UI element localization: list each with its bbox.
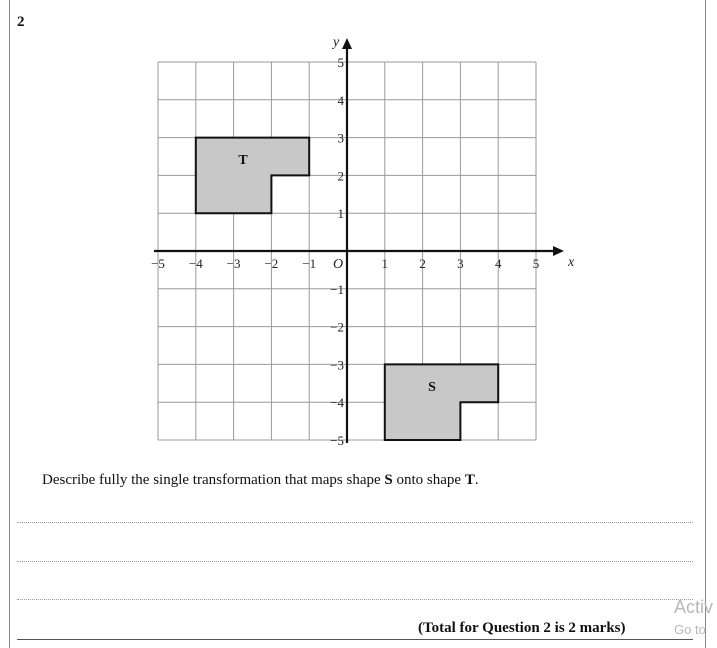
x-tick-label: 1 [381, 256, 389, 271]
x-axis-arrow [553, 246, 564, 256]
origin-label: O [333, 257, 344, 272]
y-tick-label: 3 [337, 130, 344, 146]
x-tick-label: −5 [151, 256, 165, 271]
answer-line-3[interactable] [17, 599, 693, 600]
answer-line-1[interactable] [17, 522, 693, 523]
x-tick-label: −3 [226, 256, 241, 271]
question-text [42, 472, 479, 489]
answer-line-2[interactable] [17, 561, 693, 562]
y-tick-label: 2 [337, 168, 344, 184]
x-tick-label: 3 [457, 256, 464, 271]
y-tick-label: −4 [330, 395, 344, 411]
x-tick-label: 2 [419, 256, 426, 271]
bottom-rule [17, 639, 693, 640]
y-tick-label: 4 [337, 92, 344, 108]
y-tick-label: −2 [330, 319, 344, 335]
tick-labels [151, 35, 575, 448]
x-tick-label: −2 [264, 256, 279, 271]
shape-s [385, 364, 498, 440]
y-axis-arrow [342, 38, 352, 49]
shape-s-ref: S [384, 472, 393, 488]
y-axis-label: y [333, 35, 340, 50]
question-middle: onto shape [392, 472, 465, 488]
y-tick-label: 5 [337, 55, 344, 70]
shape-t-ref: T [464, 472, 475, 488]
y-tick-label: −3 [330, 357, 344, 373]
question-prefix: Describe fully the single transformation that maps shape [42, 472, 385, 488]
activation-watermark-line1: Activ [674, 597, 714, 617]
y-tick-label: 1 [337, 206, 344, 222]
y-tick-label: −1 [330, 281, 344, 297]
question-number: 2 [17, 14, 25, 30]
y-tick-label: −5 [330, 433, 344, 448]
question-suffix: . [474, 472, 479, 488]
x-tick-label: −1 [302, 256, 317, 271]
x-tick-label: −4 [188, 256, 203, 271]
x-tick-label: 4 [494, 256, 502, 271]
x-tick-label: 5 [532, 256, 540, 271]
shape-t-label: T [238, 153, 248, 169]
x-axis-label: x [568, 255, 575, 270]
total-marks: (Total for Question 2 is 2 marks) [418, 620, 626, 636]
shape-t [196, 138, 309, 214]
shape-s-label: S [428, 379, 436, 395]
activation-watermark-line2: Go to [674, 622, 706, 637]
axes [154, 38, 564, 443]
